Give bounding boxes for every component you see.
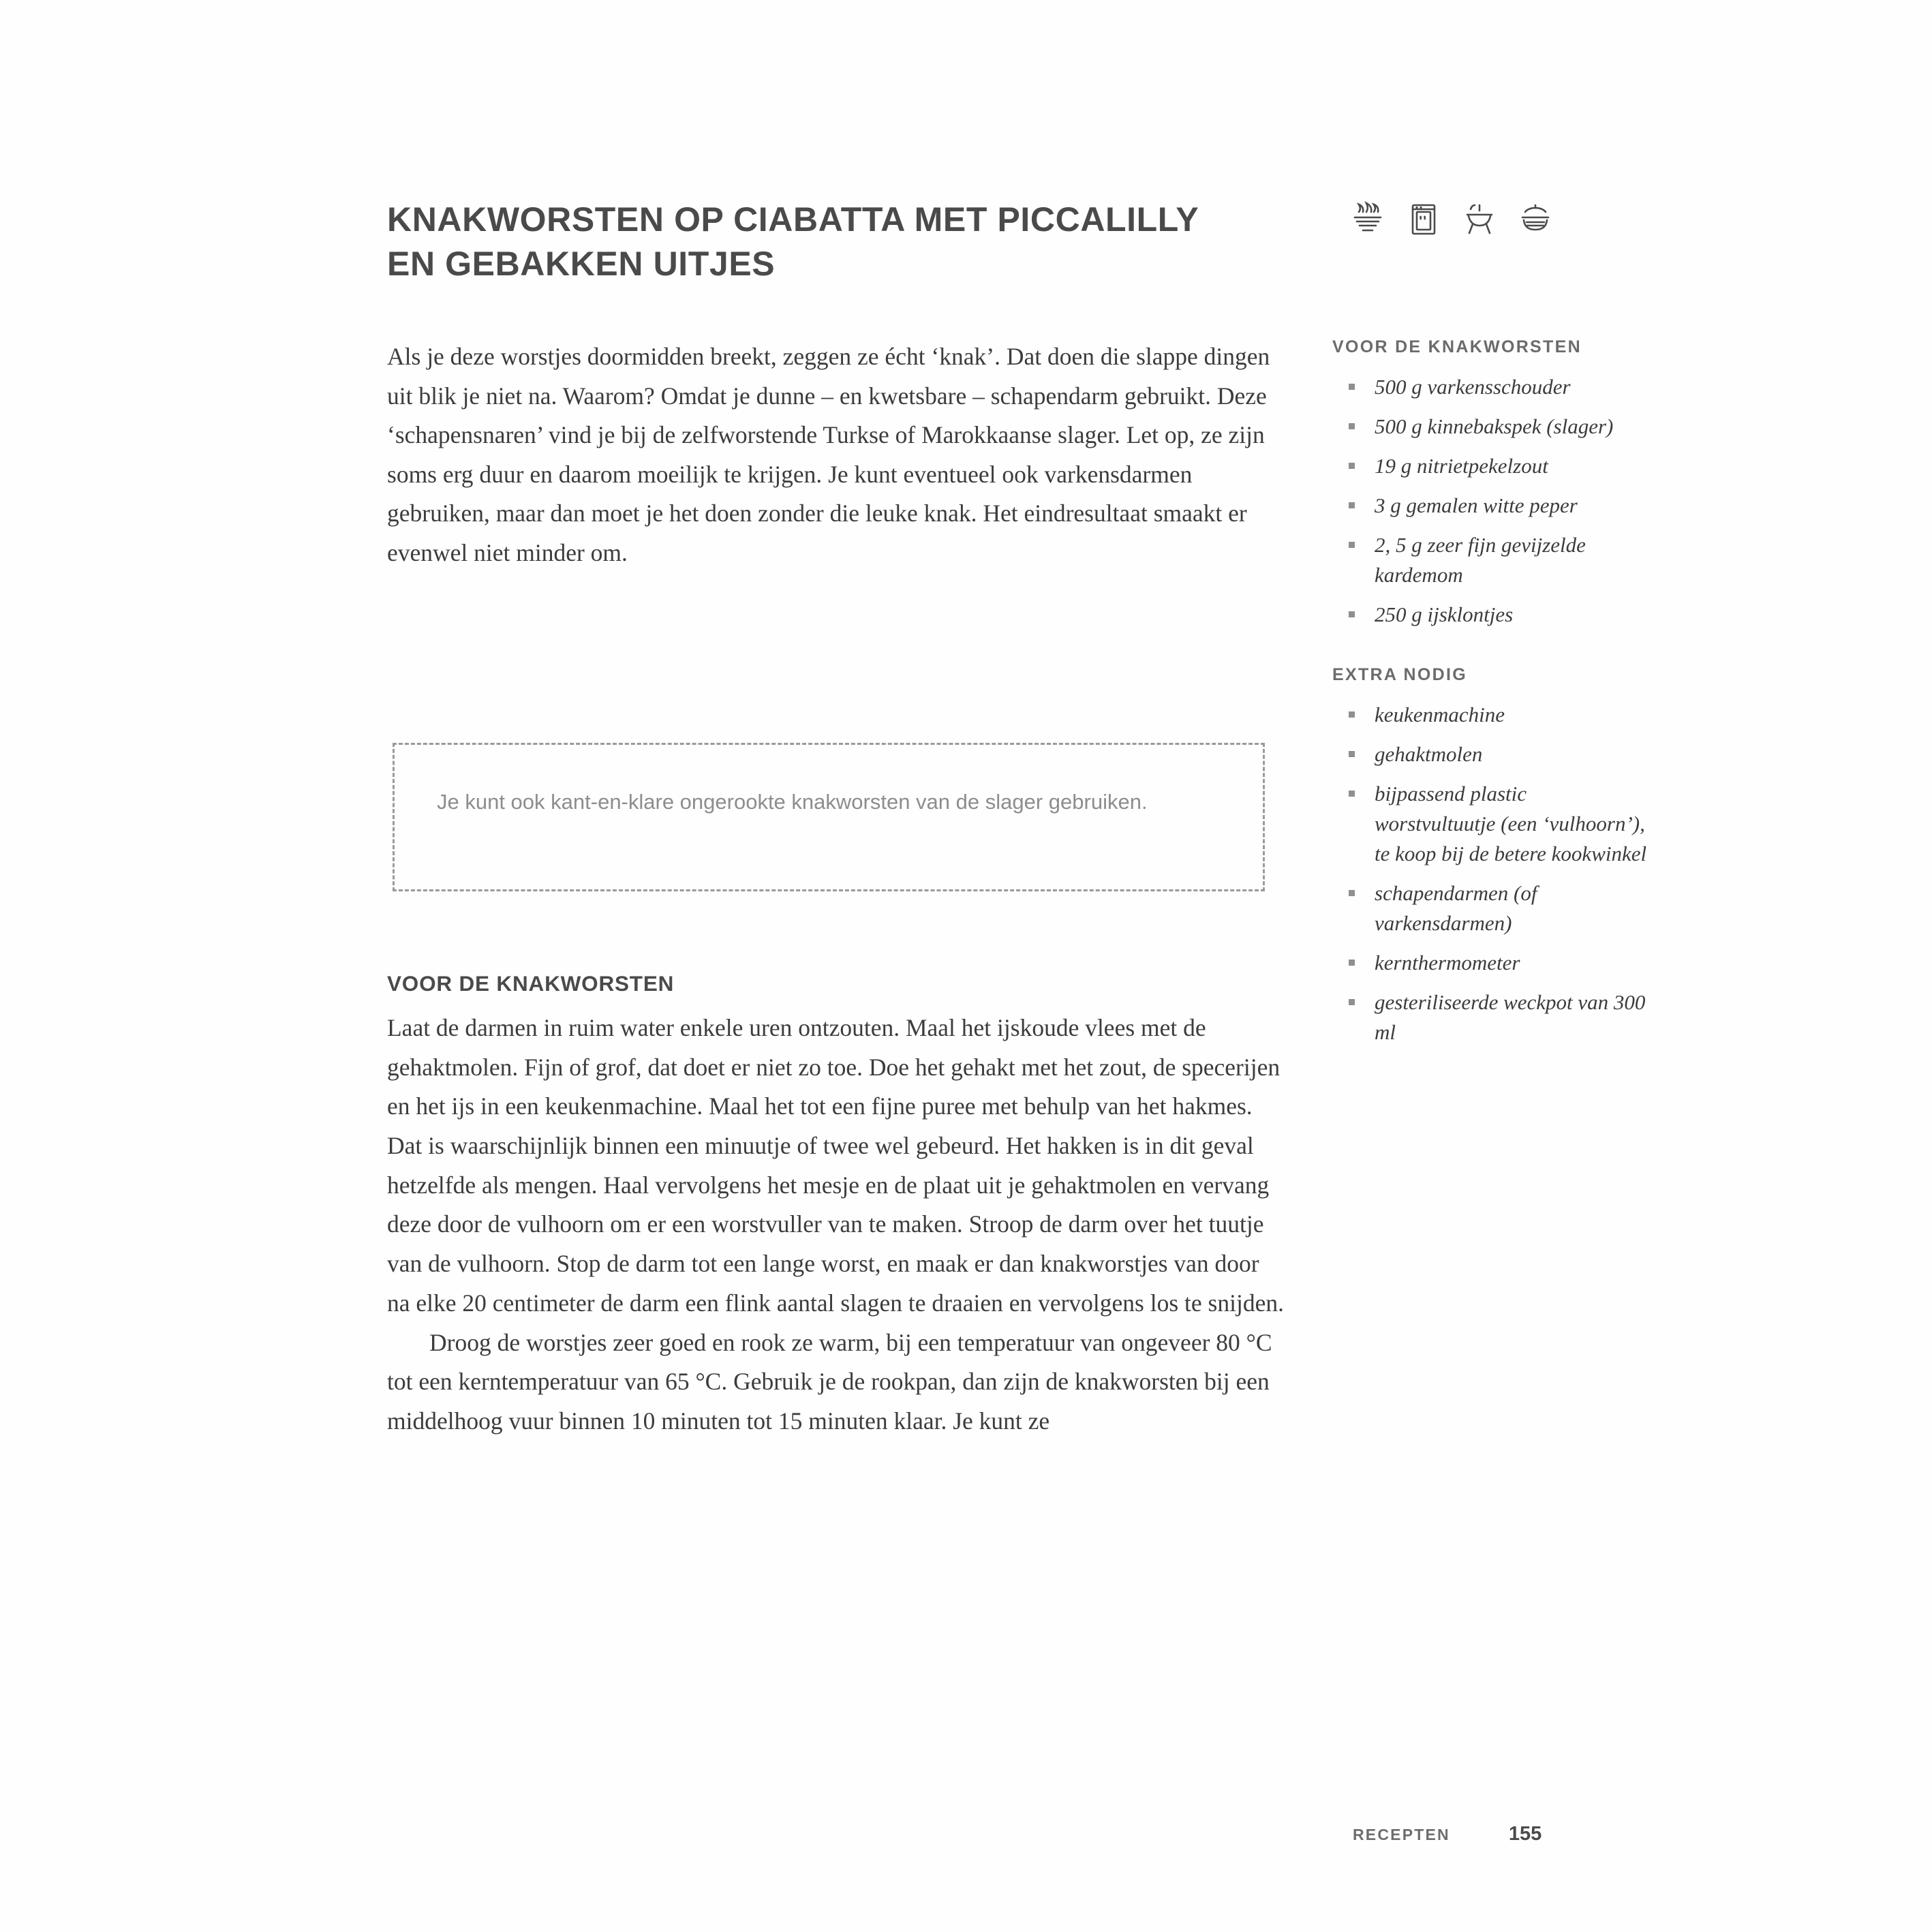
kettle-grill-icon: [1461, 201, 1498, 238]
list-item: 3 g gemalen witte peper: [1332, 491, 1653, 521]
list-item: 250 g ijsklontjes: [1332, 600, 1653, 630]
intro-paragraph: Als je deze worstjes doormidden breekt, zeggen ze écht ‘knak’. Dat doen die slappe dingen uit blik je niet na. Waarom? Omdat je dunne – en kwetsbare – schapendarm gebruikt. Deze ‘schapensnaren’ vind je bij de zelfworstende Turkse of Marokkaanse slager. Let op, ze zijn soms erg duur en daarom moeilijk te krijgen. Je kunt eventueel ook varkensdarmen gebruiken, maar dan moet je het doen zonder die leuke knak. Het eindresultaat smaakt er evenwel niet minder om.: [387, 343, 1270, 566]
ingredients-heading: VOOR DE KNAKWORSTEN: [1332, 337, 1582, 356]
title-block: [387, 198, 1239, 286]
method-paragraph-2: Droog de worstjes zeer goed en rook ze warm, bij een temperatuur van ongeveer 80 °C tot een kerntemperatuur van 65 °C. Gebruik je de rookpan, dan zijn de knakworsten bij een middelhoog vuur binnen 10 minuten tot 15 minuten klaar. Je kunt ze: [387, 1328, 1272, 1435]
list-item: 19 g nitrietpekelzout: [1332, 451, 1653, 481]
oven-icon: [1405, 201, 1442, 238]
list-item: kernthermometer: [1332, 948, 1653, 978]
extra-heading: EXTRA NODIG: [1332, 665, 1467, 685]
list-item: 500 g varkensschouder: [1332, 372, 1653, 402]
list-item: 2, 5 g zeer fijn gevijzelde kardemom: [1332, 530, 1653, 590]
ingredients-sidebar: [1332, 337, 1653, 1057]
ingredients-list: [1332, 372, 1653, 630]
method-body: [387, 1009, 1285, 1441]
list-item: keukenmachine: [1332, 700, 1653, 730]
tip-box: [393, 743, 1265, 891]
extra-list: [1332, 700, 1653, 1047]
list-item: schapendarmen (of varkensdarmen): [1332, 878, 1653, 938]
smoking-fire-icon: [1349, 201, 1386, 238]
page-title: KNAKWORSTEN OP CIABATTA MET PICCALILLY EN GEBAKKEN UITJES: [387, 200, 1199, 283]
list-item: bijpassend plastic worstvultuutje (een ‘vulhoorn’), te koop bij de betere kookwinkel: [1332, 779, 1653, 869]
method-heading: VOOR DE KNAKWORSTEN: [387, 971, 675, 996]
cooking-method-icons: [1349, 201, 1554, 238]
method-paragraph-1: Laat de darmen in ruim water enkele uren ontzouten. Maal het ijskoude vlees met de gehaktmolen. Fijn of grof, dat doet er niet zo toe. Doe het gehakt met het zout, de specerijen en het ijs in een keukenmachine. Maal het tot een fijne puree met behulp van het hakmes. Dat is waarschijnlijk binnen een minuutje of twee wel gebeurd. Het hakken is in dit geval hetzelfde als mengen. Haal vervolgens het mesje en de plaat uit je gehaktmolen en vervang deze door de vulhoorn om er een worstvuller van te maken. Stroop de darm over het tuutje van de vulhoorn. Stop de darm tot een lange worst, en maak er dan knakworstjes van door na elke 20 centimeter de darm een flink aantal slagen te draaien en vervolgens los te snijden.: [387, 1014, 1284, 1317]
page-number: 155: [1508, 1823, 1542, 1845]
tip-text: Je kunt ook kant-en-klare ongerookte knakworsten van de slager gebruiken.: [437, 790, 1148, 814]
list-item: 500 g kinnebakspek (slager): [1332, 412, 1653, 442]
footer-section-label: RECEPTEN: [1353, 1826, 1450, 1843]
page-footer: [1353, 1823, 1542, 1845]
list-item: gesteriliseerde weckpot van 300 ml: [1332, 987, 1653, 1047]
smoker-pan-icon: [1517, 201, 1554, 238]
list-item: gehaktmolen: [1332, 739, 1653, 769]
